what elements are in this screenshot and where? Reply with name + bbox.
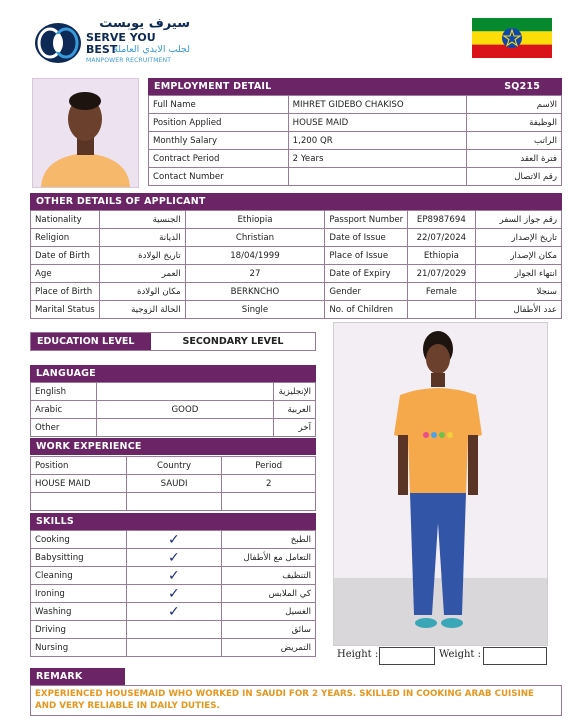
skill-row bbox=[31, 621, 316, 639]
field-value: EP8987694 bbox=[408, 211, 475, 229]
work-experience-title: WORK EXPERIENCE bbox=[36, 441, 142, 452]
logo-emblem-icon bbox=[32, 19, 84, 67]
other-details-row bbox=[31, 229, 562, 247]
checkmark-icon: ✓ bbox=[126, 603, 221, 621]
field-label: Nationality bbox=[31, 211, 100, 229]
work-experience-cell bbox=[222, 493, 316, 511]
logo-english-name: SERVE YOU BEST bbox=[86, 31, 156, 56]
field-label: Contact Number bbox=[149, 168, 289, 186]
field-value: 1,200 QR bbox=[288, 132, 467, 150]
field-value: Single bbox=[185, 301, 325, 319]
language-level bbox=[96, 383, 273, 401]
column-header: Position bbox=[31, 457, 127, 475]
field-label: Place of Issue bbox=[325, 247, 408, 265]
field-label: Date of Expiry bbox=[325, 265, 408, 283]
height-label: Height : bbox=[337, 649, 379, 660]
field-value: Ethiopia bbox=[408, 247, 475, 265]
language-row bbox=[31, 383, 316, 401]
field-label-arabic: سنجلا bbox=[475, 283, 561, 301]
company-logo bbox=[32, 17, 192, 69]
employment-row bbox=[149, 150, 562, 168]
work-experience-cell bbox=[126, 493, 222, 511]
field-value: BERKNCHO bbox=[185, 283, 325, 301]
language-name-arabic: الإنجليزية bbox=[274, 383, 316, 401]
language-name: English bbox=[31, 383, 97, 401]
checkmark-icon: ✓ bbox=[126, 549, 221, 567]
skill-row bbox=[31, 567, 316, 585]
language-name: Other bbox=[31, 419, 97, 437]
employment-detail-header bbox=[148, 78, 562, 95]
employment-row bbox=[149, 132, 562, 150]
column-header: Country bbox=[126, 457, 222, 475]
other-details-row bbox=[31, 283, 562, 301]
work-experience-row bbox=[31, 475, 316, 493]
other-details-row bbox=[31, 301, 562, 319]
skill-name-arabic: الغسيل bbox=[222, 603, 316, 621]
field-label: Religion bbox=[31, 229, 100, 247]
field-label: Monthly Salary bbox=[149, 132, 289, 150]
field-label-arabic: رقم جواز السفر bbox=[475, 211, 561, 229]
field-label-arabic: فترة العقد bbox=[467, 150, 562, 168]
field-label: Contract Period bbox=[149, 150, 289, 168]
remark-header bbox=[30, 668, 125, 685]
language-level: GOOD bbox=[96, 401, 273, 419]
language-table bbox=[30, 382, 316, 437]
language-level bbox=[96, 419, 273, 437]
field-label-arabic: الديانة bbox=[99, 229, 185, 247]
remark-text: EXPERIENCED HOUSEMAID WHO WORKED IN SAUDI FOR 2 YEARS. SKILLED IN COOKING ARAB CUISINE AND VERY RELIABLE IN DAILY DUTIES. bbox=[35, 689, 534, 711]
remark-title: REMARK bbox=[36, 671, 83, 682]
field-label: Date of Issue bbox=[325, 229, 408, 247]
field-value: 27 bbox=[185, 265, 325, 283]
weight-label: Weight : bbox=[439, 649, 481, 660]
field-label-arabic: رقم الاتصال bbox=[467, 168, 562, 186]
field-value: 18/04/1999 bbox=[185, 247, 325, 265]
height-field[interactable] bbox=[379, 647, 435, 665]
skill-name-arabic: كي الملابس bbox=[222, 585, 316, 603]
field-label-arabic: الوظيفة bbox=[467, 114, 562, 132]
ethiopia-flag-icon bbox=[472, 18, 552, 58]
other-details-row bbox=[31, 265, 562, 283]
field-label-arabic: تاريخ الولادة bbox=[99, 247, 185, 265]
skill-name-arabic: التنظيف bbox=[222, 567, 316, 585]
skill-row bbox=[31, 549, 316, 567]
logo-arabic-name: سيرف يوبست bbox=[99, 16, 190, 31]
skill-name: Cleaning bbox=[31, 567, 127, 585]
remark-box bbox=[30, 685, 562, 716]
skill-row bbox=[31, 603, 316, 621]
work-experience-row bbox=[31, 493, 316, 511]
field-label: Passport Number bbox=[325, 211, 408, 229]
work-experience-cell: HOUSE MAID bbox=[31, 475, 127, 493]
field-label-arabic: الراتب bbox=[467, 132, 562, 150]
work-experience-cell: 2 bbox=[222, 475, 316, 493]
education-level-value: SECONDARY LEVEL bbox=[182, 336, 284, 347]
field-label-arabic: انتهاء الجواز bbox=[475, 265, 561, 283]
field-value: 22/07/2024 bbox=[408, 229, 475, 247]
logo-arabic-subtitle: لجلب الايدي العاملة bbox=[112, 44, 190, 55]
skills-title: SKILLS bbox=[36, 516, 74, 527]
skill-name: Babysitting bbox=[31, 549, 127, 567]
field-label: Gender bbox=[325, 283, 408, 301]
field-label-arabic: الاسم bbox=[467, 96, 562, 114]
field-value: MIHRET GIDEBO CHAKISO bbox=[288, 96, 467, 114]
skill-name-arabic: الطبخ bbox=[222, 531, 316, 549]
field-label: Date of Birth bbox=[31, 247, 100, 265]
checkmark-icon: ✓ bbox=[126, 585, 221, 603]
field-label: No. of Children bbox=[325, 301, 408, 319]
language-name-arabic: آخر bbox=[274, 419, 316, 437]
field-label: Position Applied bbox=[149, 114, 289, 132]
field-label-arabic: الجنسية bbox=[99, 211, 185, 229]
skills-header bbox=[30, 513, 316, 530]
skill-name: Driving bbox=[31, 621, 127, 639]
field-value: 2 Years bbox=[288, 150, 467, 168]
employment-row bbox=[149, 114, 562, 132]
employment-detail-title: EMPLOYMENT DETAIL bbox=[154, 81, 272, 92]
employment-row bbox=[149, 96, 562, 114]
field-label-arabic: الحالة الزوجية bbox=[99, 301, 185, 319]
checkmark-icon: ✓ bbox=[126, 567, 221, 585]
field-label-arabic: مكان الولادة bbox=[99, 283, 185, 301]
field-label-arabic: تاريخ الإصدار bbox=[475, 229, 561, 247]
work-experience-column-headers bbox=[31, 457, 316, 475]
other-details-table bbox=[30, 210, 562, 319]
logo-tagline: MANPOWER RECRUITMENT bbox=[86, 57, 172, 64]
other-details-header bbox=[30, 193, 562, 210]
field-value: Christian bbox=[185, 229, 325, 247]
language-row bbox=[31, 419, 316, 437]
field-value: Female bbox=[408, 283, 475, 301]
column-header: Period bbox=[222, 457, 316, 475]
applicant-portrait-photo bbox=[32, 78, 139, 188]
language-name-arabic: العربية bbox=[274, 401, 316, 419]
field-value bbox=[288, 168, 467, 186]
work-experience-cell: SAUDI bbox=[126, 475, 222, 493]
applicant-full-body-photo bbox=[333, 322, 548, 646]
employment-detail-table bbox=[148, 95, 562, 186]
other-details-row bbox=[31, 247, 562, 265]
field-label-arabic: مكان الإصدار bbox=[475, 247, 561, 265]
checkmark-icon: ✓ bbox=[126, 531, 221, 549]
field-label: Full Name bbox=[149, 96, 289, 114]
skill-row bbox=[31, 639, 316, 657]
field-value: HOUSE MAID bbox=[288, 114, 467, 132]
skill-name: Nursing bbox=[31, 639, 127, 657]
language-header bbox=[30, 365, 316, 382]
education-level-label: EDUCATION LEVEL bbox=[31, 333, 151, 350]
language-title: LANGUAGE bbox=[36, 368, 96, 379]
applicant-code: SQ215 bbox=[504, 81, 540, 92]
other-details-title: OTHER DETAILS OF APPLICANT bbox=[36, 196, 206, 207]
field-value bbox=[408, 301, 475, 319]
language-name: Arabic bbox=[31, 401, 97, 419]
field-label-arabic: عدد الأطفال bbox=[475, 301, 561, 319]
other-details-row bbox=[31, 211, 562, 229]
height-weight-row bbox=[333, 647, 546, 665]
field-label-arabic: العمر bbox=[99, 265, 185, 283]
skill-check-empty bbox=[126, 621, 221, 639]
field-value: 21/07/2029 bbox=[408, 265, 475, 283]
language-row bbox=[31, 401, 316, 419]
field-value: Ethiopia bbox=[185, 211, 325, 229]
skill-name-arabic: التمريض bbox=[222, 639, 316, 657]
skill-row bbox=[31, 531, 316, 549]
skill-name: Washing bbox=[31, 603, 127, 621]
weight-field[interactable] bbox=[483, 647, 547, 665]
employment-row bbox=[149, 168, 562, 186]
field-label: Marital Status bbox=[31, 301, 100, 319]
skill-row bbox=[31, 585, 316, 603]
skill-name-arabic: سائق bbox=[222, 621, 316, 639]
skill-name: Cooking bbox=[31, 531, 127, 549]
skills-table bbox=[30, 530, 316, 657]
education-level-row bbox=[30, 332, 316, 351]
work-experience-header bbox=[30, 438, 316, 455]
skill-name: Ironing bbox=[31, 585, 127, 603]
work-experience-cell bbox=[31, 493, 127, 511]
field-label: Place of Birth bbox=[31, 283, 100, 301]
work-experience-table bbox=[30, 456, 316, 511]
skill-name-arabic: التعامل مع الأطفال bbox=[222, 549, 316, 567]
skill-check-empty bbox=[126, 639, 221, 657]
field-label: Age bbox=[31, 265, 100, 283]
